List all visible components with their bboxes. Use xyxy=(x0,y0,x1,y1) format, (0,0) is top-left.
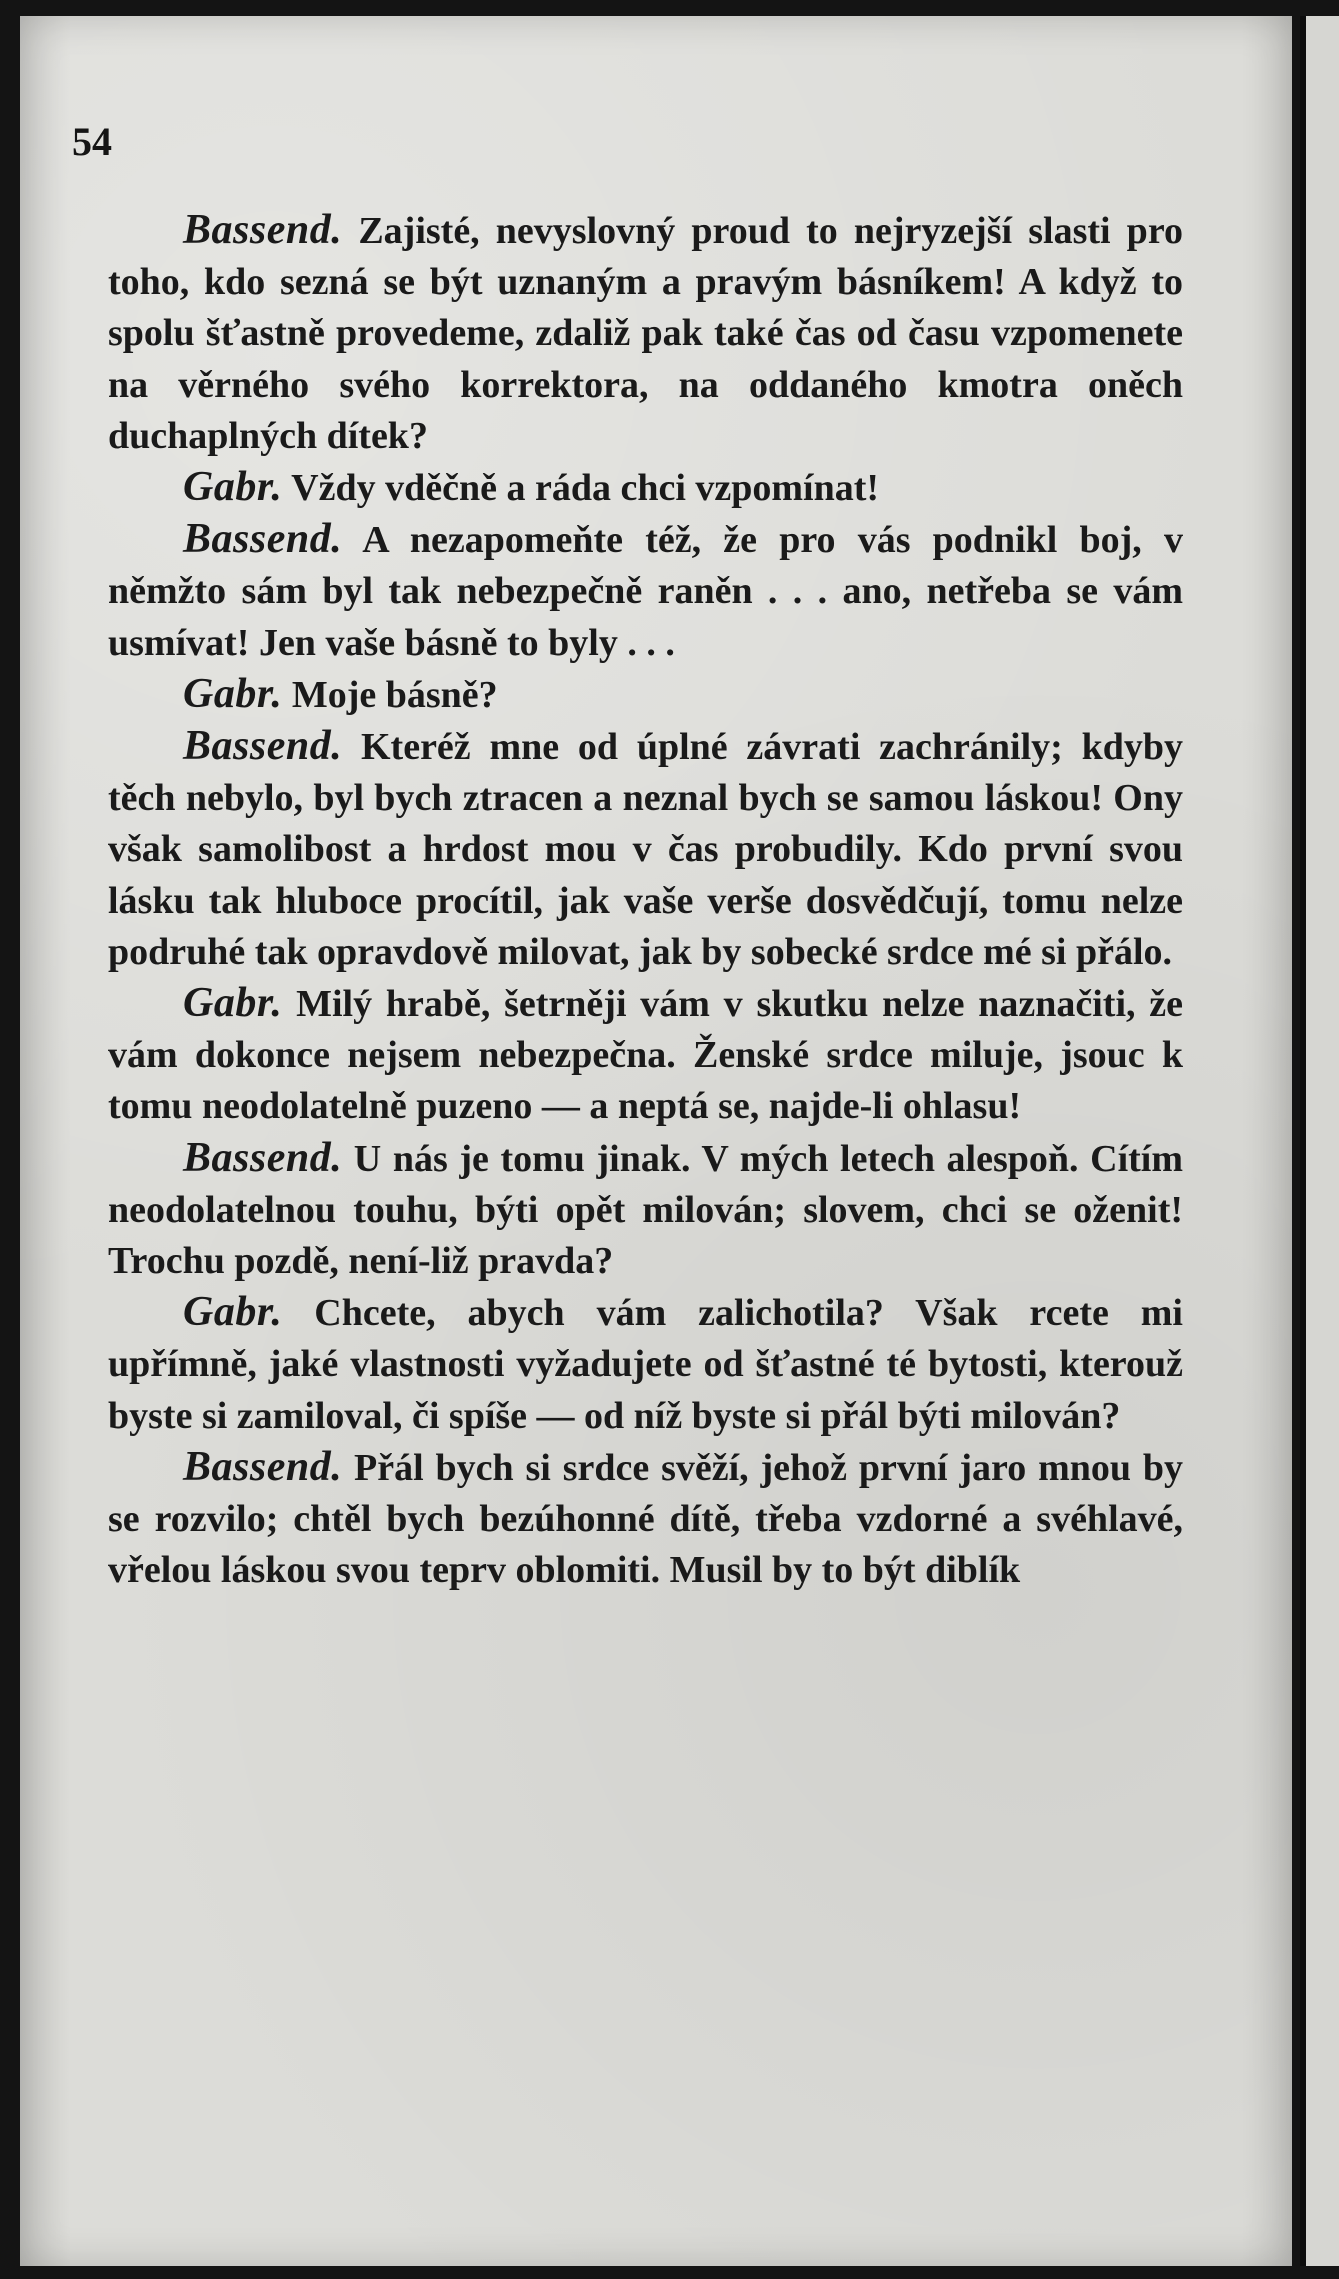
speaker-name: Gabr. xyxy=(183,670,283,717)
dialogue-text: Zajisté, nevyslovný proud to nejryzejší slasti pro toho, kdo sezná se být uznaným a pravým básníkem! A když to spolu šťastně provedeme, zdaliž pak také čas od času vzpomenete na věrného svého korrektora, na oddaného kmotra oněch duchaplných dítek? xyxy=(108,210,1183,457)
speaker-name: Bassend. xyxy=(183,1443,343,1490)
dialogue-paragraph xyxy=(108,669,1183,721)
dialogue-paragraph xyxy=(108,462,1183,514)
page-text xyxy=(108,205,1183,1596)
dialogue-paragraph xyxy=(108,1287,1183,1442)
dialogue-paragraph xyxy=(108,1133,1183,1288)
speaker-name: Gabr. xyxy=(183,464,283,511)
speaker-name: Gabr. xyxy=(183,1289,283,1336)
speaker-name: Gabr. xyxy=(183,980,283,1027)
speaker-name: Bassend. xyxy=(183,516,343,563)
dialogue-paragraph xyxy=(108,514,1183,669)
dialogue-paragraph xyxy=(108,978,1183,1133)
adjacent-page-edge xyxy=(1300,16,1339,2266)
dialogue-text: Kteréž mne od úplné závrati zachránily; kdyby těch nebylo, byl bych ztracen a neznal bych se samou láskou! Ony však samolibost a hrdost mou v čas probudily. Kdo první svou lásku tak hluboce procítil, jak vaše verše dosvědčují, tomu nelze podruhé tak opravdově milovat, jak by sobecké srdce mé si přálo. xyxy=(108,726,1183,973)
dialogue-text: Milý hrabě, šetrněji vám v skutku nelze naznačiti, že vám dokonce nejsem nebezpečna. Ženské srdce miluje, jsouc k tomu neodolatelně puzeno — a neptá se, najde-li ohlasu! xyxy=(108,983,1183,1128)
dialogue-text: A nezapomeňte též, že pro vás podnikl boj, v němžto sám byl tak nebezpečně raněn . . . ano, netřeba se vám usmívat! Jen vaše básně to byly . . . xyxy=(108,519,1183,664)
speaker-name: Bassend. xyxy=(183,723,343,770)
dialogue-paragraph xyxy=(108,721,1183,978)
speaker-name: Bassend. xyxy=(183,207,343,253)
dialogue-text: Moje básně? xyxy=(282,673,498,716)
dialogue-text: Přál bych si srdce svěží, jehož první jaro mnou by se rozvilo; chtěl bych bezúhonné dítě, třeba vzdorné a svéhlavé, vřelou láskou svou teprv oblomiti. Musil by to být diblík xyxy=(108,1446,1183,1592)
page-number: 54 xyxy=(72,119,112,164)
dialogue-paragraph xyxy=(108,1442,1183,1597)
dialogue-text: U nás je tomu jinak. V mých letech alespoň. Cítím neodolatelnou touhu, býti opět milován; slovem, chci se oženit! Trochu pozdě, není-liž pravda? xyxy=(108,1137,1183,1283)
dialogue-text: Vždy vděčně a ráda chci vzpomínat! xyxy=(282,467,880,510)
dialogue-paragraph xyxy=(108,205,1183,462)
speaker-name: Bassend. xyxy=(183,1134,343,1181)
dialogue-text: Chcete, abych vám zalichotila? Však rcete mi upřímně, jaké vlastnosti vyžadujete od šťastné té bytosti, kterouž byste si zamiloval, či spíše — od níž byste si přál býti milován? xyxy=(108,1292,1183,1437)
